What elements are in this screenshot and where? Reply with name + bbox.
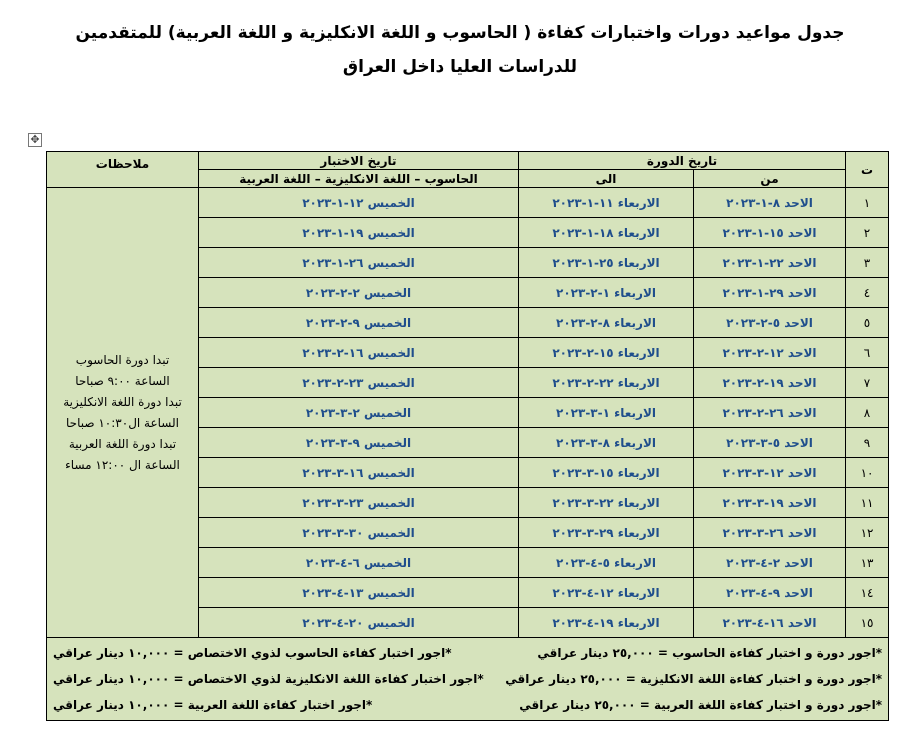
notes-cell — [47, 188, 199, 638]
course-to-date: الاربعاء ٨-٢-٢٠٢٣ — [519, 308, 694, 338]
row-number: ٦ — [846, 338, 889, 368]
document-title-line1: جدول مواعيد دورات واختبارات كفاءة ( الحاسوب و اللغة الانكليزية و اللغة العربية) للمتقدمين — [75, 23, 845, 43]
course-from-date: الاحد ٥-٢-٢٠٢٣ — [694, 308, 846, 338]
course-from-date: الاحد ٥-٣-٢٠٢٣ — [694, 428, 846, 458]
course-from-date: الاحد ١٢-٢-٢٠٢٣ — [694, 338, 846, 368]
fees-cell — [47, 638, 889, 721]
course-from-date: الاحد ٢٦-٣-٢٠٢٣ — [694, 518, 846, 548]
row-number: ١٥ — [846, 608, 889, 638]
exam-fee-text: *اجور اختبار كفاءة اللغة العربية = ١٠,٠٠٠ دينار عراقي — [53, 698, 373, 712]
row-number: ١ — [846, 188, 889, 218]
exam-date: الخميس ٢٣-٣-٢٠٢٣ — [199, 488, 519, 518]
fees-row — [47, 638, 889, 721]
course-from-date: الاحد ٨-١-٢٠٢٣ — [694, 188, 846, 218]
course-fee-text: *اجور دورة و اختبار كفاءة اللغة الانكليزية = ٢٥,٠٠٠ دينار عراقي — [505, 672, 883, 686]
course-from-date: الاحد ١٢-٣-٢٠٢٣ — [694, 458, 846, 488]
exam-date: الخميس ١٣-٤-٢٠٢٣ — [199, 578, 519, 608]
exam-date: الخميس ٢-٢-٢٠٢٣ — [199, 278, 519, 308]
row-number: ٧ — [846, 368, 889, 398]
course-to-date: الاربعاء ٢٩-٣-٢٠٢٣ — [519, 518, 694, 548]
note-line: الساعة ال١٠:٣٠ صباحا — [66, 415, 179, 430]
note-line: تبدا دورة اللغة العربية — [68, 436, 177, 451]
exam-date: الخميس ٢٣-٢-٢٠٢٣ — [199, 368, 519, 398]
exam-fee-text: *اجور اختبار كفاءة اللغة الانكليزية لذوي الاختصاص = ١٠,٠٠٠ دينار عراقي — [53, 672, 484, 686]
course-to-date: الاربعاء ١٥-٣-٢٠٢٣ — [519, 458, 694, 488]
course-to-date: الاربعاء ٥-٤-٢٠٢٣ — [519, 548, 694, 578]
schedule-table — [46, 151, 889, 721]
header-from: من — [694, 170, 846, 188]
exam-date: الخميس ١٦-٢-٢٠٢٣ — [199, 338, 519, 368]
exam-date: الخميس ٩-٣-٢٠٢٣ — [199, 428, 519, 458]
exam-date: الخميس ١٦-٣-٢٠٢٣ — [199, 458, 519, 488]
table-row — [47, 188, 889, 218]
header-exam-subjects: الحاسوب – اللغة الانكليزية – اللغة العربية — [199, 170, 519, 188]
course-from-date: الاحد ٢٩-١-٢٠٢٣ — [694, 278, 846, 308]
header-exam-date: تاريخ الاختبار — [199, 152, 519, 170]
course-from-date: الاحد ٢-٤-٢٠٢٣ — [694, 548, 846, 578]
row-number: ٨ — [846, 398, 889, 428]
row-number: ١٠ — [846, 458, 889, 488]
header-to: الى — [519, 170, 694, 188]
course-to-date: الاربعاء ٢٢-٢-٢٠٢٣ — [519, 368, 694, 398]
course-from-date: الاحد ١٥-١-٢٠٢٣ — [694, 218, 846, 248]
row-number: ٢ — [846, 218, 889, 248]
course-fee-text: *اجور دورة و اختبار كفاءة الحاسوب = ٢٥,٠٠٠ دينار عراقي — [537, 646, 883, 660]
header-course-date: تاريخ الدورة — [519, 152, 846, 170]
note-line: الساعة ٩:٠٠ صباحا — [75, 373, 170, 388]
course-to-date: الاربعاء ١٥-٢-٢٠٢٣ — [519, 338, 694, 368]
row-number: ١٢ — [846, 518, 889, 548]
row-number: ٩ — [846, 428, 889, 458]
course-to-date: الاربعاء ١-٢-٢٠٢٣ — [519, 278, 694, 308]
note-line: الساعة ال ١٢:٠٠ مساء — [65, 457, 180, 472]
row-number: ٥ — [846, 308, 889, 338]
header-number: ت — [846, 152, 889, 188]
course-fee-text: *اجور دورة و اختبار كفاءة اللغة العربية = ٢٥,٠٠٠ دينار عراقي — [519, 698, 883, 712]
course-to-date: الاربعاء ١٨-١-٢٠٢٣ — [519, 218, 694, 248]
course-from-date: الاحد ٢٢-١-٢٠٢٣ — [694, 248, 846, 278]
exam-date: الخميس ١٢-١-٢٠٢٣ — [199, 188, 519, 218]
course-from-date: الاحد ١٩-٣-٢٠٢٣ — [694, 488, 846, 518]
row-number: ١٣ — [846, 548, 889, 578]
row-number: ١١ — [846, 488, 889, 518]
exam-date: الخميس ٢٠-٤-٢٠٢٣ — [199, 608, 519, 638]
course-to-date: الاربعاء ٢٢-٣-٢٠٢٣ — [519, 488, 694, 518]
exam-date: الخميس ١٩-١-٢٠٢٣ — [199, 218, 519, 248]
fee-line — [53, 666, 882, 692]
exam-date: الخميس ٢٦-١-٢٠٢٣ — [199, 248, 519, 278]
fee-line — [53, 640, 882, 666]
fee-line — [53, 692, 882, 718]
exam-fee-text: *اجور اختبار كفاءة الحاسوب لذوي الاختصاص = ١٠,٠٠٠ دينار عراقي — [53, 646, 452, 660]
row-number: ١٤ — [846, 578, 889, 608]
course-to-date: الاربعاء ٨-٣-٢٠٢٣ — [519, 428, 694, 458]
course-from-date: الاحد ٢٦-٢-٢٠٢٣ — [694, 398, 846, 428]
exam-date: الخميس ٢-٣-٢٠٢٣ — [199, 398, 519, 428]
course-from-date: الاحد ١٩-٢-٢٠٢٣ — [694, 368, 846, 398]
course-from-date: الاحد ٩-٤-٢٠٢٣ — [694, 578, 846, 608]
row-number: ٣ — [846, 248, 889, 278]
course-from-date: الاحد ١٦-٤-٢٠٢٣ — [694, 608, 846, 638]
exam-date: الخميس ٩-٢-٢٠٢٣ — [199, 308, 519, 338]
exam-date: الخميس ٣٠-٣-٢٠٢٣ — [199, 518, 519, 548]
exam-date: الخميس ٦-٤-٢٠٢٣ — [199, 548, 519, 578]
course-to-date: الاربعاء ١١-١-٢٠٢٣ — [519, 188, 694, 218]
table-move-handle-icon[interactable]: ✥ — [28, 133, 42, 147]
note-line: تبدا دورة الحاسوب — [75, 352, 170, 367]
course-to-date: الاربعاء ١٩-٤-٢٠٢٣ — [519, 608, 694, 638]
header-notes: ملاحظات — [47, 152, 199, 188]
document-title-line2: للدراسات العليا داخل العراق — [342, 57, 578, 77]
course-to-date: الاربعاء ٢٥-١-٢٠٢٣ — [519, 248, 694, 278]
row-number: ٤ — [846, 278, 889, 308]
note-line: تبدا دورة اللغة الانكليزية — [63, 394, 182, 409]
course-to-date: الاربعاء ١٢-٤-٢٠٢٣ — [519, 578, 694, 608]
course-to-date: الاربعاء ١-٣-٢٠٢٣ — [519, 398, 694, 428]
